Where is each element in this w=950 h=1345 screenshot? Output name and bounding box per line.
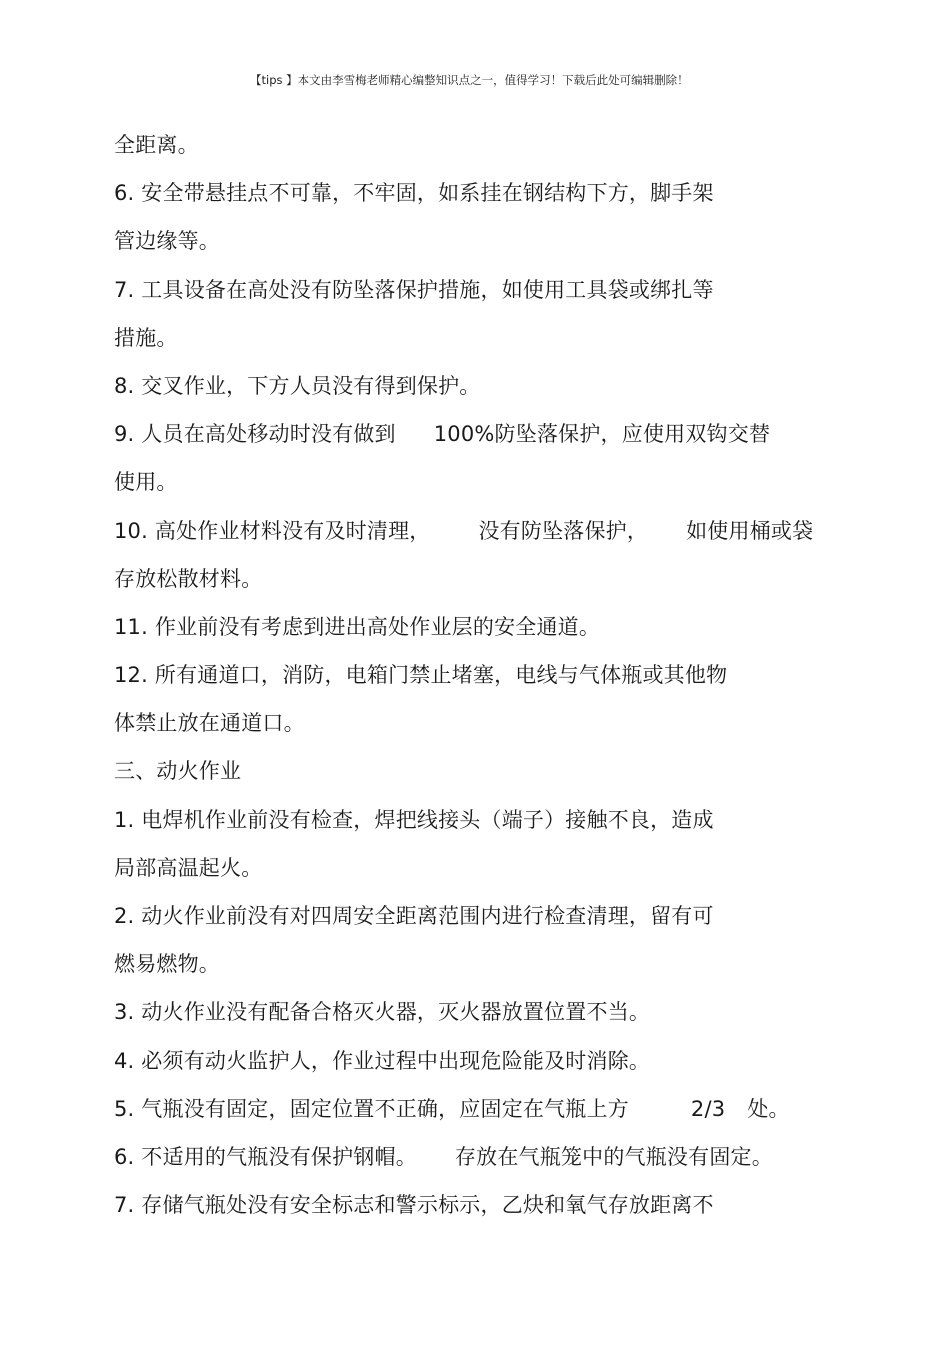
text-segment: 9. 人员在高处移动时没有做到 [114, 422, 396, 447]
text-line: 4. 必须有动火监护人，作业过程中出现危险能及时消除。 [114, 1048, 651, 1073]
text-line: 1. 电焊机作业前没有检查，焊把线接头（端子）接触不良，造成 [114, 807, 714, 832]
document-body [114, 128, 834, 1236]
text-line: 体禁止放在通道口。 [114, 711, 305, 736]
text-line [114, 417, 834, 465]
text-segment: 没有防坠落保护， [478, 518, 649, 543]
text-line: 全距离。 [114, 133, 199, 157]
text-line: 12. 所有通道口，消防，电箱门禁止堵塞，电线与气体瓶或其他物 [114, 663, 728, 688]
text-line: 措施。 [114, 325, 178, 350]
text-line [114, 1140, 834, 1188]
text-line: 6. 安全带悬挂点不可靠，不牢固，如系挂在钢结构下方，脚手架 [114, 181, 714, 206]
text-line: 管边缘等。 [114, 229, 220, 254]
text-segment: 2/3 [690, 1096, 726, 1121]
text-line: 局部高温起火。 [114, 855, 263, 880]
text-segment: 5. 气瓶没有固定，固定位置不正确，应固定在气瓶上方 [114, 1096, 629, 1121]
text-line [114, 514, 834, 562]
text-segment: 10. 高处作业材料没有及时清理， [114, 518, 431, 543]
text-line: 7. 工具设备在高处没有防坠落保护措施，如使用工具袋或绑扎等 [114, 277, 714, 302]
header-tip: 【tips 】本文由李雪梅老师精心编整知识点之一，值得学习！下载后此处可编辑删除！ [250, 73, 689, 87]
text-line: 11. 作业前没有考虑到进出高处作业层的安全通道。 [114, 614, 601, 639]
text-line: 使用。 [114, 470, 178, 495]
text-segment: 存放在气瓶笼中的气瓶没有固定。 [454, 1144, 773, 1169]
text-line: 燃易燃物。 [114, 952, 220, 977]
text-line: 8. 交叉作业，下方人员没有得到保护。 [114, 373, 481, 398]
section-heading: 三、动火作业 [114, 759, 242, 784]
text-segment: 100%防坠落保护，应使用双钩交替 [433, 422, 771, 447]
text-line: 2. 动火作业前没有对四周安全距离范围内进行检查清理，留有可 [114, 904, 714, 928]
text-segment: 处。 [747, 1096, 790, 1121]
text-segment: 6. 不适用的气瓶没有保护钢帽。 [114, 1144, 417, 1169]
text-line [114, 1092, 834, 1140]
text-segment: 如使用桶或袋 [686, 518, 814, 543]
text-line: 3. 动火作业没有配备合格灭火器，灭火器放置位置不当。 [114, 1000, 651, 1025]
text-line: 存放松散材料。 [114, 566, 263, 591]
text-line: 7. 存储气瓶处没有安全标志和警示标示，乙炔和氧气存放距离不 [114, 1193, 714, 1218]
